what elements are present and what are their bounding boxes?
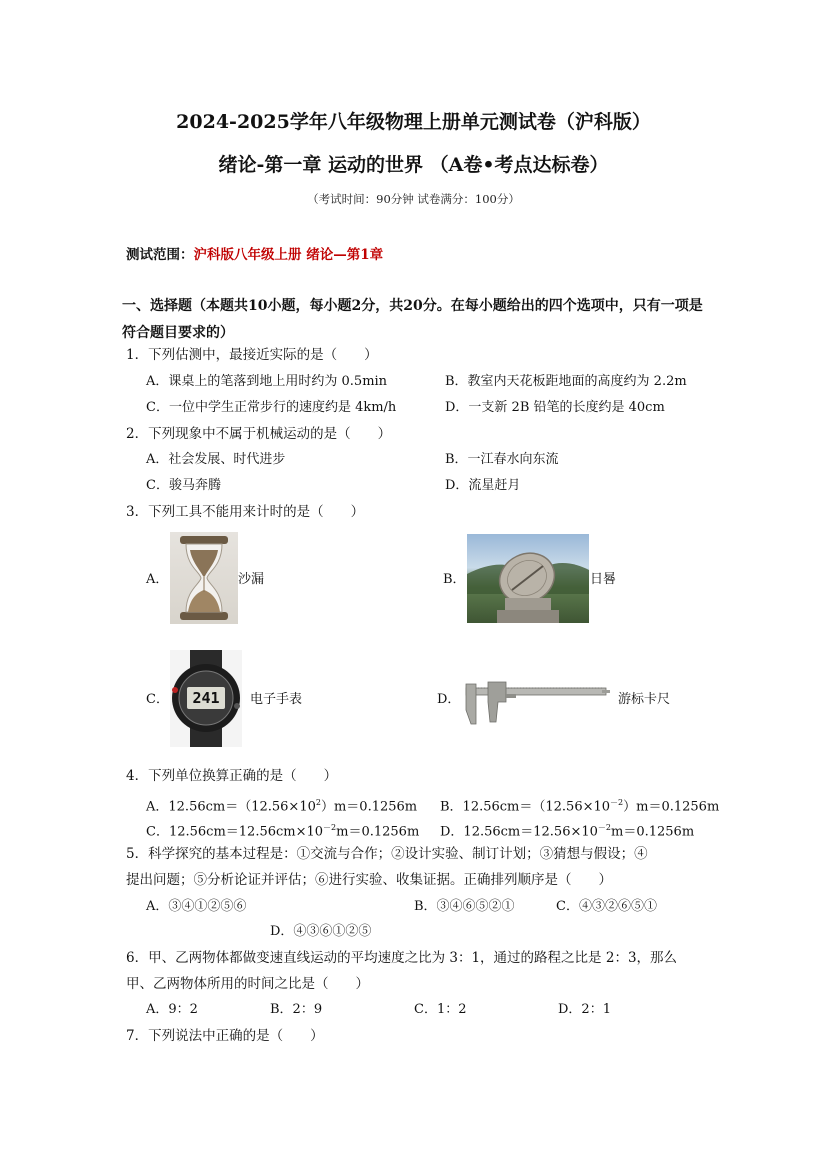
sundial-image bbox=[467, 534, 589, 623]
q1-option-c: C．一位中学生正常步行的速度约是 4km/h bbox=[146, 400, 397, 415]
exam-subtitle: 绪论-第一章 运动的世界 （A卷•考点达标卷） bbox=[218, 154, 609, 176]
q4-option-a bbox=[146, 793, 417, 817]
q5-option-a: A．③④①②⑤⑥ bbox=[146, 899, 247, 914]
q1-option-a: A．课桌上的笔落到地上用时约为 0.5min bbox=[146, 374, 388, 389]
q4-b-exp: －2 bbox=[610, 798, 624, 807]
q3-option-c-letter: C． bbox=[146, 692, 169, 707]
test-scope-value: 沪科版八年级上册 绪论—第1章 bbox=[193, 247, 384, 263]
sundial-icon bbox=[467, 534, 589, 623]
q3-option-d-letter: D． bbox=[437, 692, 461, 707]
q3-option-d-label: 游标卡尺 bbox=[618, 692, 671, 707]
q6-option-a: A．9：2 bbox=[146, 1002, 198, 1017]
vernier-caliper-icon bbox=[462, 680, 612, 726]
q4-option-d bbox=[440, 818, 694, 842]
watch-display: 241 bbox=[192, 689, 220, 707]
q6-option-b: B．2：9 bbox=[270, 1002, 323, 1017]
test-scope-label: 测试范围： bbox=[126, 247, 194, 263]
exam-title: 2024-2025学年八年级物理上册单元测试卷（沪科版） bbox=[176, 111, 651, 133]
q6-stem-line1: 6．甲、乙两物体都做变速直线运动的平均速度之比为 3：1，通过的路程之比是 2：3，那么 bbox=[126, 950, 678, 966]
q4-d-pre: D．12.56cm＝12.56×10 bbox=[440, 824, 598, 840]
q5-option-d: D．④③⑥①②⑤ bbox=[270, 924, 372, 939]
q6-stem-line2: 甲、乙两物体所用的时间之比是（ ） bbox=[126, 976, 369, 992]
q2-option-c: C．骏马奔腾 bbox=[146, 478, 221, 493]
exam-info: （考试时间：90分钟 试卷满分：100分） bbox=[307, 192, 520, 206]
q4-d-exp: －2 bbox=[597, 823, 611, 832]
hourglass-icon bbox=[170, 532, 238, 624]
q4-c-exp: －2 bbox=[323, 823, 337, 832]
hourglass-image bbox=[170, 532, 238, 624]
q1-stem: 1．下列估测中，最接近实际的是（ ） bbox=[126, 347, 378, 363]
q6-option-d: D．2：1 bbox=[558, 1002, 611, 1017]
q5-stem-line2: 提出问题；⑤分析论证并评估；⑥进行实验、收集证据。正确排列顺序是（ ） bbox=[126, 872, 612, 888]
vernier-caliper-image bbox=[462, 680, 612, 726]
q2-option-b: B．一江春水向东流 bbox=[445, 452, 559, 467]
section-heading: 一、选择题（本题共10小题，每小题2分，共20分。在每小题给出的四个选项中，只有一项是符合题目要求的） bbox=[122, 298, 703, 341]
q4-a-pre: A．12.56cm＝（12.56×10 bbox=[146, 799, 316, 815]
q4-c-pre: C．12.56cm＝12.56cm×10 bbox=[146, 824, 324, 840]
q2-stem: 2．下列现象中不属于机械运动的是（ ） bbox=[126, 426, 392, 442]
q3-option-a-label: 沙漏 bbox=[238, 572, 265, 587]
q4-b-post: ）m＝0.1256m bbox=[623, 799, 720, 815]
q5-option-c: C．④③②⑥⑤① bbox=[556, 899, 657, 914]
q1-option-b: B．教室内天花板距地面的高度约为 2.2m bbox=[445, 374, 687, 389]
q4-option-c bbox=[146, 818, 419, 842]
q1-option-d: D．一支新 2B 铅笔的长度约是 40cm bbox=[445, 400, 665, 415]
q5-stem-line1: 5．科学探究的基本过程是：①交流与合作；②设计实验、制订计划；③猜想与假设；④ bbox=[126, 846, 648, 862]
digital-watch-image bbox=[170, 650, 242, 747]
q3-option-b-label: 日晷 bbox=[590, 572, 617, 587]
q7-stem: 7．下列说法中正确的是（ ） bbox=[126, 1028, 324, 1044]
q5-option-b: B．③④⑥⑤②① bbox=[414, 899, 515, 914]
q6-option-c: C．1：2 bbox=[414, 1002, 467, 1017]
q4-b-pre: B．12.56cm＝（12.56×10 bbox=[440, 799, 611, 815]
q3-option-b-letter: B． bbox=[443, 572, 466, 587]
test-scope bbox=[126, 243, 383, 263]
q4-a-post: ）m＝0.1256m bbox=[320, 799, 418, 815]
q2-option-a: A．社会发展、时代进步 bbox=[146, 452, 286, 467]
q4-stem: 4．下列单位换算正确的是（ ） bbox=[126, 768, 338, 784]
q4-option-b bbox=[440, 793, 719, 817]
q4-d-post: m＝0.1256m bbox=[611, 824, 695, 840]
q3-option-a-letter: A． bbox=[146, 572, 169, 587]
q3-option-c-label: 电子手表 bbox=[250, 692, 303, 707]
q4-a-exp: 2 bbox=[315, 798, 321, 807]
q4-c-post: m＝0.1256m bbox=[336, 824, 420, 840]
q2-option-d: D．流星赶月 bbox=[445, 478, 521, 493]
q3-stem: 3．下列工具不能用来计时的是（ ） bbox=[126, 504, 365, 520]
